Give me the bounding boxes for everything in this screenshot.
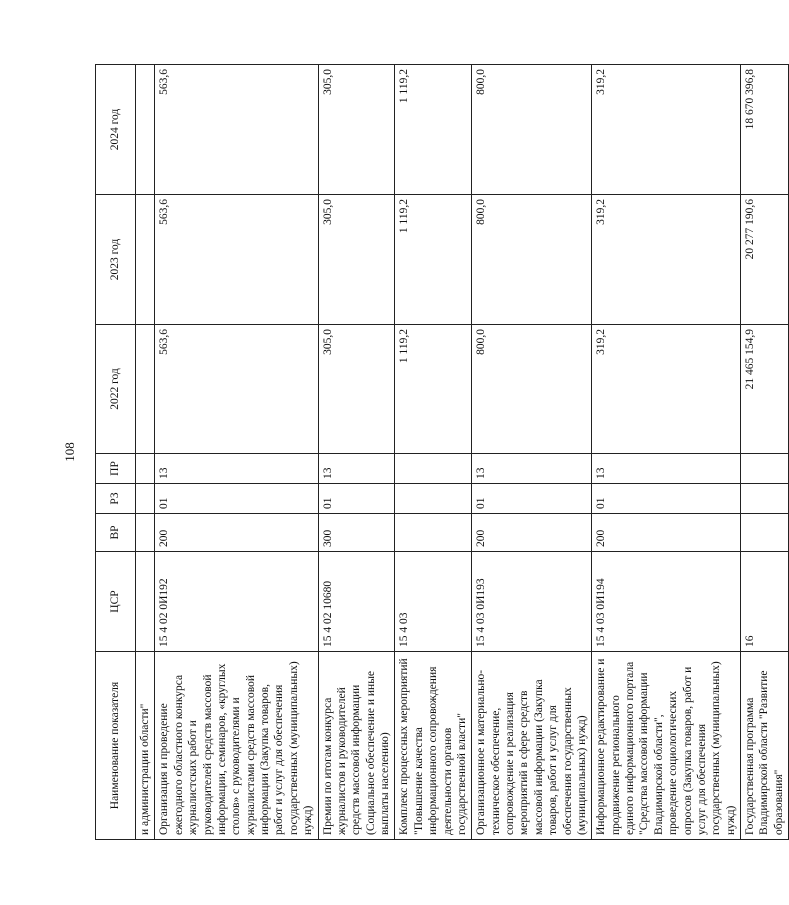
cell-pr <box>741 454 789 484</box>
table-row <box>395 65 472 840</box>
budget-table-wrapper <box>95 65 785 840</box>
header-2023: 2023 год <box>96 195 136 325</box>
cell-vr <box>136 514 155 552</box>
cell-2024: 305,0 <box>318 65 395 195</box>
budget-table <box>95 64 789 840</box>
table-row <box>592 65 741 840</box>
cell-2024: 1 119,2 <box>395 65 472 195</box>
cell-2023: 563,6 <box>155 195 318 325</box>
header-rz: РЗ <box>96 484 136 514</box>
cell-pr: 13 <box>592 454 741 484</box>
cell-pr: 13 <box>472 454 592 484</box>
cell-rz <box>741 484 789 514</box>
cell-2023: 305,0 <box>318 195 395 325</box>
cell-csr <box>136 552 155 652</box>
cell-name: Премии по итогам конкурса журналистов и руководителей средств массовой информации (Социальное обеспечение и иные выплаты населению) <box>318 652 395 840</box>
cell-vr: 200 <box>155 514 318 552</box>
cell-name: Комплекс процессных мероприятий "Повышение качества информационного сопровождения деятельности органов государственной власти" <box>395 652 472 840</box>
cell-csr: 15 4 03 0И193 <box>472 552 592 652</box>
cell-vr: 200 <box>592 514 741 552</box>
table-row <box>155 65 318 840</box>
cell-pr <box>395 454 472 484</box>
cell-rz: 01 <box>472 484 592 514</box>
cell-2024: 18 670 396,8 <box>741 65 789 195</box>
cell-2024: 563,6 <box>155 65 318 195</box>
cell-name: Организация и проведение ежегодного областного конкурса журналистских работ и руководителей средств массовой информации, семинаров, «круглых столов» с руководителями и журналистами средств массовой информации (Закупка товаров, работ и услуг для обеспечения государственных (муниципальных) нужд) <box>155 652 318 840</box>
cell-name: Организационное и материально-техническое обеспечение, сопровождение и реализация мероприятий в сфере средств массовой информации (Закупка товаров, работ и услуг для обеспечения государственных (муниципальных) нужд) <box>472 652 592 840</box>
cell-2022: 21 465 154,9 <box>741 325 789 454</box>
cell-2024 <box>136 65 155 195</box>
cell-2023: 319,2 <box>592 195 741 325</box>
header-csr: ЦСР <box>96 552 136 652</box>
cell-2024: 319,2 <box>592 65 741 195</box>
cell-name: Информационное редактирование и продвижение регионального единого информационного портала "Средства массовой информации Владимирской области", проведение социологических опросов (Закупка товаров, работ и услуг для обеспечения государственных (муниципальных) нужд) <box>592 652 741 840</box>
cell-rz: 01 <box>318 484 395 514</box>
table-row <box>136 65 155 840</box>
cell-2022: 1 119,2 <box>395 325 472 454</box>
cell-2022: 563,6 <box>155 325 318 454</box>
cell-rz: 01 <box>155 484 318 514</box>
cell-pr <box>136 454 155 484</box>
cell-csr: 15 4 02 0И192 <box>155 552 318 652</box>
cell-name: и администрации области" <box>136 652 155 840</box>
cell-2023: 20 277 190,6 <box>741 195 789 325</box>
page-number: 108 <box>62 442 77 462</box>
cell-csr: 16 <box>741 552 789 652</box>
cell-rz <box>136 484 155 514</box>
cell-2022: 800,0 <box>472 325 592 454</box>
cell-pr: 13 <box>155 454 318 484</box>
cell-vr: 200 <box>472 514 592 552</box>
cell-csr: 15 4 03 0И194 <box>592 552 741 652</box>
table-row <box>741 65 789 840</box>
header-2022: 2022 год <box>96 325 136 454</box>
cell-2023: 800,0 <box>472 195 592 325</box>
cell-csr: 15 4 03 <box>395 552 472 652</box>
cell-2023: 1 119,2 <box>395 195 472 325</box>
cell-name: Государственная программа Владимирской области "Развитие образования" <box>741 652 789 840</box>
table-header-row <box>96 65 136 840</box>
header-pr: ПР <box>96 454 136 484</box>
header-vr: ВР <box>96 514 136 552</box>
cell-2022 <box>136 325 155 454</box>
cell-2024: 800,0 <box>472 65 592 195</box>
table-row <box>472 65 592 840</box>
cell-rz <box>395 484 472 514</box>
cell-2022: 305,0 <box>318 325 395 454</box>
cell-2022: 319,2 <box>592 325 741 454</box>
cell-2023 <box>136 195 155 325</box>
cell-rz: 01 <box>592 484 741 514</box>
cell-pr: 13 <box>318 454 395 484</box>
table-row <box>318 65 395 840</box>
cell-vr <box>741 514 789 552</box>
cell-vr: 300 <box>318 514 395 552</box>
cell-csr: 15 4 02 10680 <box>318 552 395 652</box>
header-name: Наименование показателя <box>96 652 136 840</box>
header-2024: 2024 год <box>96 65 136 195</box>
cell-vr <box>395 514 472 552</box>
